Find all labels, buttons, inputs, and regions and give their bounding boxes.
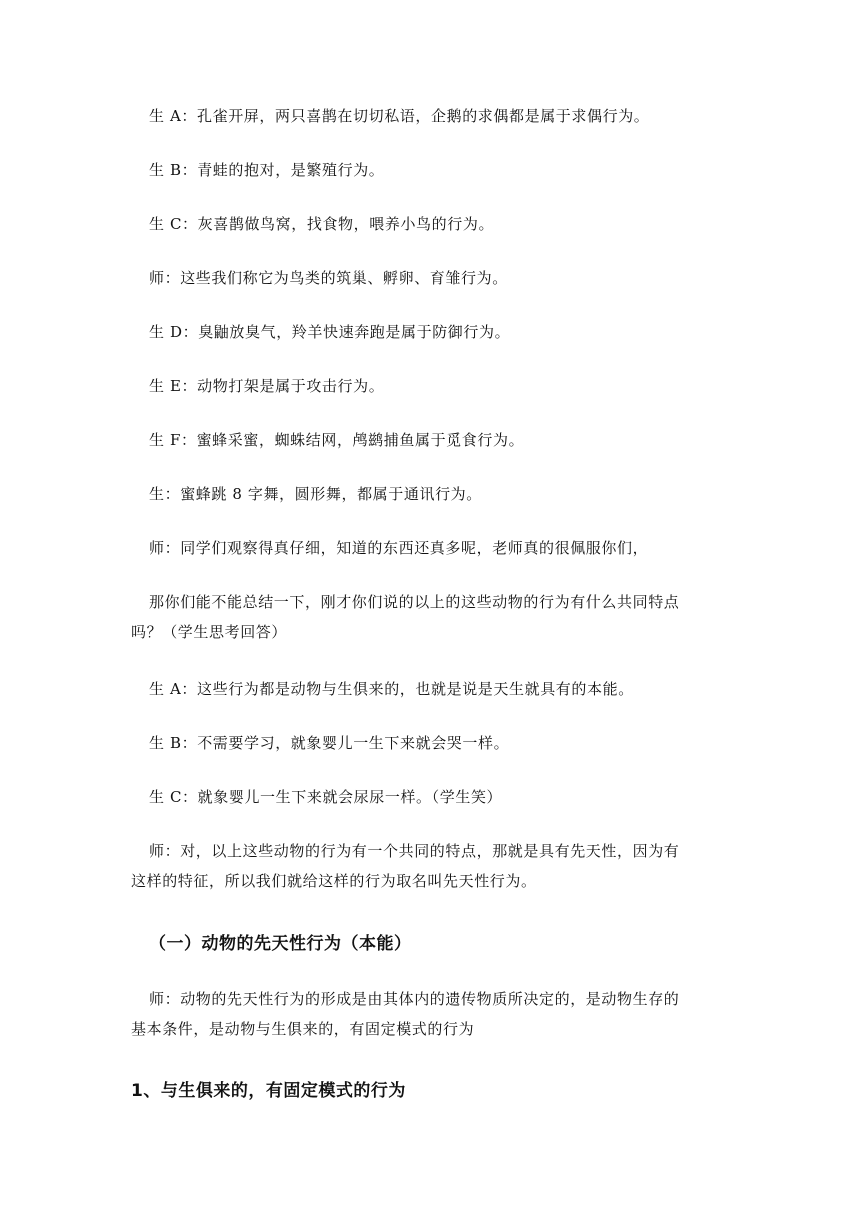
- paragraph-teacher-explanation: 师：动物的先天性行为的形成是由其体内的遗传物质所决定的，是动物生存的 基本条件，是动物与生俱来的，有固定模式的行为: [131, 990, 680, 1038]
- paragraph-student-f: 生 F：蜜蜂采蜜，蜘蛛结网，鸬鹚捕鱼属于觅食行为。: [149, 431, 525, 449]
- paragraph-answer-a: 生 A：这些行为都是动物与生俱来的，也就是说是天生就具有的本能。: [149, 680, 634, 698]
- section-heading: （一）动物的先天性行为（本能）: [149, 934, 412, 954]
- paragraph-teacher-conclusion: 师：对，以上这些动物的行为有一个共同的特点，那就是具有先天性，因为有 这样的特征，所以我们就给这样的行为取名叫先天性行为。: [131, 842, 680, 890]
- paragraph-summary-question: 那你们能不能总结一下，刚才你们说的以上的这些动物的行为有什么共同特点 吗？（学生思考回答）: [131, 593, 680, 641]
- paragraph-student-dance: 生：蜜蜂跳 8 字舞，圆形舞，都属于通讯行为。: [149, 485, 482, 503]
- paragraph-teacher-nesting: 师：这些我们称它为鸟类的筑巢、孵卵、育雏行为。: [149, 269, 508, 287]
- paragraph-student-d: 生 D：臭鼬放臭气，羚羊快速奔跑是属于防御行为。: [149, 323, 511, 341]
- paragraph-answer-c: 生 C：就象婴儿一生下来就会尿尿一样。（学生笑）: [149, 788, 503, 806]
- paragraph-student-a: 生 A：孔雀开屏，两只喜鹊在切切私语，企鹅的求偶都是属于求偶行为。: [149, 107, 650, 125]
- paragraph-student-c: 生 C：灰喜鹊做鸟窝，找食物，喂养小鸟的行为。: [149, 215, 495, 233]
- paragraph-teacher-praise: 师：同学们观察得真仔细，知道的东西还真多呢，老师真的很佩服你们，: [149, 539, 649, 557]
- paragraph-student-b: 生 B：青蛙的抱对，是繁殖行为。: [149, 161, 385, 179]
- subheading: 1、与生俱来的，有固定模式的行为: [131, 1081, 406, 1101]
- paragraph-student-e: 生 E：动物打架是属于攻击行为。: [149, 377, 385, 395]
- paragraph-answer-b: 生 B：不需要学习，就象婴儿一生下来就会哭一样。: [149, 734, 510, 752]
